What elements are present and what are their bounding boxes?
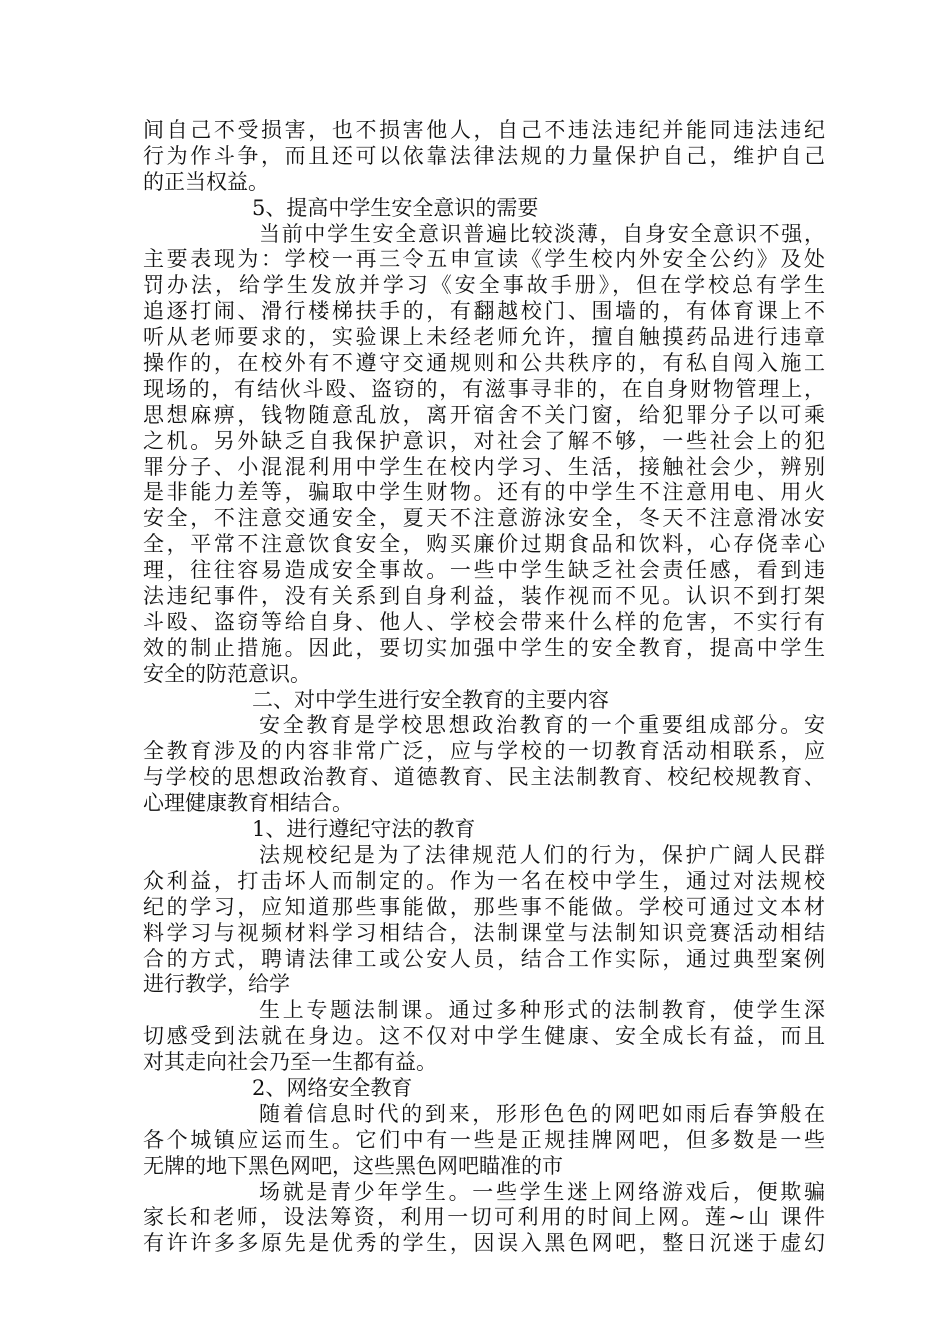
section-heading: 二、对中学生进行安全教育的主要内容	[252, 687, 609, 712]
section-heading: 5、提高中学生安全意识的需要	[252, 195, 539, 220]
text-line: 与学校的思想政治教育、道德教育、民主法制教育、校纪校规教育、	[143, 765, 825, 790]
text-line: 效的制止措施。因此，要切实加强中学生的安全教育，提高中学生	[143, 635, 825, 660]
text-line: 纪的学习，应知道那些事能做，那些事不能做。学校可通过文本材	[143, 894, 825, 919]
text-line: 料学习与视频材料学习相结合，法制课堂与法制知识竞赛活动相结	[143, 920, 825, 945]
paragraph-first-line: 法规校纪是为了法律规范人们的行为，保护广阔人民群	[259, 842, 825, 867]
text-line: 操作的，在校外有不遵守交通规则和公共秩序的，有私自闯入施工	[143, 351, 825, 376]
text-line: 有许许多多原先是优秀的学生，因误入黑色网吧，整日沉迷于虚幻	[143, 1231, 825, 1256]
paragraph-first-line: 安全教育是学校思想政治教育的一个重要组成部分。安	[259, 713, 825, 738]
section-heading: 1、进行遵纪守法的教育	[252, 817, 476, 842]
text-line: 之机。另外缺乏自我保护意识，对社会了解不够，一些社会上的犯	[143, 428, 825, 453]
paragraph-first-line: 随着信息时代的到来，形形色色的网吧如雨后春笋般在	[259, 1101, 825, 1126]
text-line: 安全的防范意识。	[143, 661, 311, 686]
text-line: 众利益，打击坏人而制定的。作为一名在校中学生，通过对法规校	[143, 868, 825, 893]
text-line: 罪分子、小混混利用中学生在校内学习、生活，接触社会少，辨别	[143, 454, 825, 479]
text-line: 合的方式，聘请法律工或公安人员，结合工作实际，通过典型案例	[143, 946, 825, 971]
text-line: 斗殴、盗窃等给自身、他人、学校会带来什么样的危害，不实行有	[143, 609, 825, 634]
paragraph-first-line: 当前中学生安全意识普遍比较淡薄，自身安全意识不强，	[259, 221, 825, 246]
text-line: 心理健康教育相结合。	[143, 791, 353, 816]
text-line: 无牌的地下黑色网吧，这些黑色网吧瞄准的市	[143, 1153, 563, 1178]
text-line: 追逐打闹、滑行楼梯扶手的，有翻越校门、围墙的，有体育课上不	[143, 299, 825, 324]
text-line: 进行教学，给学	[143, 972, 290, 997]
text-line: 全，平常不注意饮食安全，购买廉价过期食品和饮料，心存侥幸心	[143, 532, 825, 557]
text-line: 法违纪事件，没有关系到自身利益，装作视而不见。认识不到打架	[143, 584, 825, 609]
text-line: 间自己不受损害，也不损害他人，自己不违法违纪并能同违法违纪	[143, 118, 825, 142]
section-heading: 2、网络安全教育	[252, 1075, 413, 1100]
text-line: 安全，不注意交通安全，夏天不注意游泳安全，冬天不注意滑冰安	[143, 506, 825, 531]
text-line: 罚办法，给学生发放并学习《安全事故手册》，但在学校总有学生	[143, 273, 825, 298]
paragraph-first-line: 生上专题法制课。通过多种形式的法制教育，使学生深	[259, 998, 825, 1023]
text-line: 听从老师要求的，实验课上未经老师允许，擅自触摸药品进行违章	[143, 325, 825, 350]
text-line: 对其走向社会乃至一生都有益。	[143, 1050, 437, 1075]
text-line: 主要表现为：学校一再三令五申宣读《学生校内外安全公约》及处	[143, 247, 825, 272]
text-line: 各个城镇应运而生。它们中有一些是正规挂牌网吧，但多数是一些	[143, 1127, 825, 1152]
text-line: 理，往往容易造成安全事故。一些中学生缺乏社会责任感，看到违	[143, 558, 825, 583]
text-line: 思想麻痹，钱物随意乱放，离开宿舍不关门窗，给犯罪分子以可乘	[143, 402, 825, 427]
document-page	[143, 118, 825, 1257]
text-line: 全教育涉及的内容非常广泛，应与学校的一切教育活动相联系，应	[143, 739, 825, 764]
text-line: 的正当权益。	[143, 169, 269, 194]
text-line: 现场的，有结伙斗殴、盗窃的，有滋事寻非的，在自身财物管理上，	[143, 376, 825, 401]
text-line: 家长和老师，设法筹资，利用一切可利用的时间上网。莲~山 课件	[143, 1205, 825, 1230]
text-line: 行为作斗争，而且还可以依靠法律法规的力量保护自己，维护自己	[143, 143, 825, 168]
paragraph-first-line: 场就是青少年学生。一些学生迷上网络游戏后，便欺骗	[259, 1179, 825, 1204]
text-line: 是非能力差等，骗取中学生财物。还有的中学生不注意用电、用火	[143, 480, 825, 505]
text-line: 切感受到法就在身边。这不仅对中学生健康、安全成长有益，而且	[143, 1024, 825, 1049]
